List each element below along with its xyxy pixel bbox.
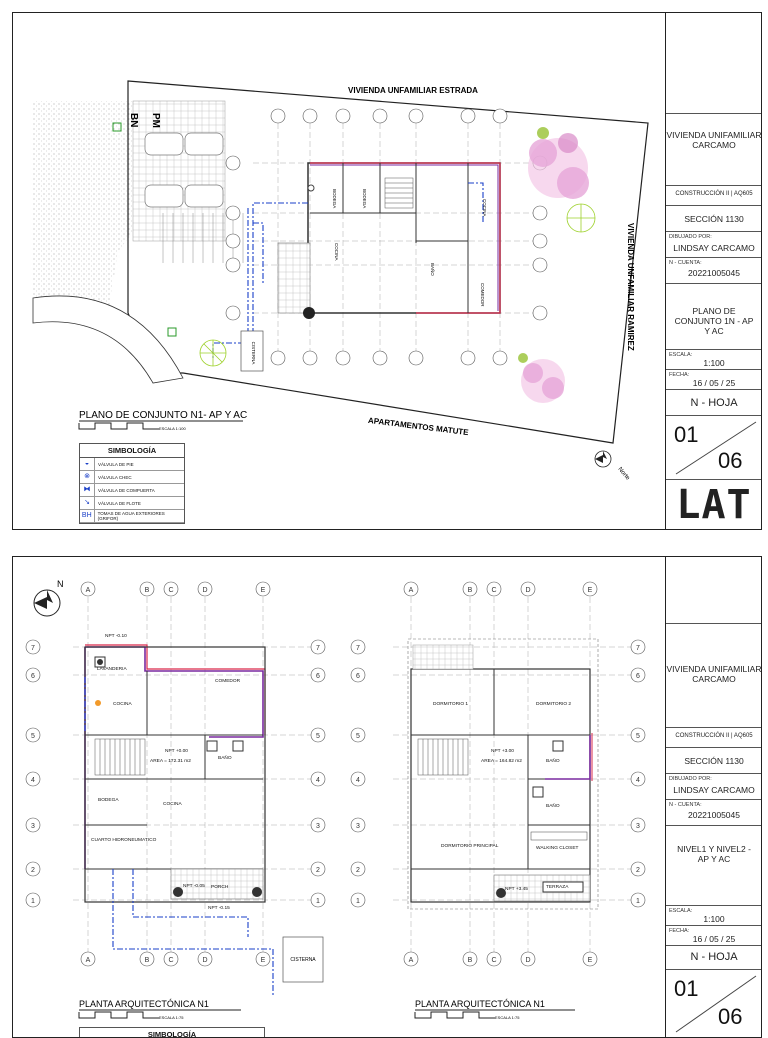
room-cuarto: CUARTO HIDRONEUMATICO [91, 838, 157, 843]
legend-symbol-icon: ↘ [80, 497, 95, 509]
svg-text:ESCALA 1:75: ESCALA 1:75 [159, 1015, 184, 1020]
svg-text:B: B [144, 587, 150, 594]
tree-pink-bottom [518, 353, 565, 403]
area-n2: AREA = 164.82 m2 [481, 759, 522, 764]
legend-symbol-icon: ⊗ [80, 471, 95, 483]
svg-text:D: D [202, 587, 208, 594]
date-value-2: 16 / 05 / 25 [692, 934, 736, 944]
legend-row [80, 497, 184, 510]
room-lavanderia: LAVANDERIA [97, 667, 127, 672]
svg-text:NPT +3.45: NPT +3.45 [505, 887, 528, 892]
room-dormitorio-principal: DORMITORIO PRINCIPAL [441, 844, 499, 849]
legend-label: VÁLVULA DE FLOTE [98, 500, 141, 506]
room-cocina: COCINA [334, 243, 339, 261]
svg-text:E: E [587, 957, 593, 964]
legend-row [80, 458, 184, 471]
sheet-label: N - HOJA [690, 397, 738, 409]
svg-text:3: 3 [31, 823, 35, 830]
parking-area [133, 101, 225, 241]
scale-value-2: 1:100 [703, 914, 725, 924]
north-arrow-icon [595, 451, 611, 467]
svg-text:5: 5 [636, 733, 640, 740]
bn-label: BN [128, 113, 139, 128]
sheet-conjunto [12, 12, 762, 530]
title-block-2: VIVIENDA UNIFAMILIAR CARCAMO CONSTRUCCIÓN II | AQ605 SECCIÓN 1130 DIBUJADO POR: LINDSAY CARCAMO N - CUENTA: 20221005045 NIVEL1 Y NIVEL2 - AP Y AC ESCALA: 1:100 FECHA: 16 / 05 / 25 N - HOJA 01 06 [665, 557, 762, 1037]
room-bano-2: BAÑO [546, 804, 560, 809]
svg-text:NPT +3.00: NPT +3.00 [491, 749, 514, 754]
svg-text:4: 4 [31, 777, 35, 784]
svg-text:CISTERNA: CISTERNA [290, 957, 316, 963]
svg-text:6: 6 [31, 673, 35, 680]
sheet-label-2: N - HOJA [690, 951, 738, 963]
legend-label: VÁLVULA DE PIE [98, 461, 134, 467]
tree-green-left [200, 340, 226, 366]
account-number-2: 20221005045 [687, 810, 740, 820]
svg-text:4: 4 [636, 777, 640, 784]
title-block: VIVIENDA UNIFAMILIAR CARCAMO CONSTRUCCIÓN II | AQ605 SECCIÓN 1130 DIBUJADO POR: LINDSAY CARCAMO N - CUENTA: 20221005045 PLANO DE CONJUNTO 1N - AP Y AC ESCALA: 1:100 FECHA: 16 / 05 / 25 N - HOJA 01 06 LAT [665, 13, 762, 529]
north-arrow-icon [34, 590, 60, 616]
svg-text:E: E [587, 587, 593, 594]
svg-text:A: A [408, 587, 414, 594]
legend-title: SIMBOLOGÍA [80, 444, 184, 458]
svg-text:A: A [408, 957, 414, 964]
svg-text:1: 1 [316, 898, 320, 905]
svg-text:NPT -0.05: NPT -0.05 [183, 884, 205, 889]
svg-text:6: 6 [356, 673, 360, 680]
svg-text:1: 1 [31, 898, 35, 905]
svg-text:E: E [260, 957, 266, 964]
room-bano: BAÑO [430, 263, 435, 276]
svg-text:3: 3 [316, 823, 320, 830]
svg-text:NPT +0.00: NPT +0.00 [165, 749, 188, 754]
project-name: VIVIENDA UNIFAMILIAR CARCAMO [666, 130, 762, 150]
legend-title-2: SIMBOLOGÍA [80, 1028, 264, 1038]
sheet-total: 06 [718, 448, 743, 473]
grid-labels-left [31, 587, 320, 964]
room-comedor: COMEDOR [215, 679, 241, 684]
svg-text:N: N [57, 579, 64, 589]
terrain-hatch [33, 101, 133, 313]
svg-text:7: 7 [31, 645, 35, 652]
svg-text:4: 4 [356, 777, 360, 784]
plant-icon [303, 307, 315, 319]
svg-text:Norte: Norte [616, 466, 631, 482]
room-terraza: TERRAZA [546, 885, 569, 890]
svg-text:3: 3 [356, 823, 360, 830]
plan-title: PLANO DE CONJUNTO N1- AP Y AC [79, 410, 248, 421]
svg-text:ESCALA 1:100: ESCALA 1:100 [159, 426, 186, 431]
scale-bar [79, 423, 159, 429]
svg-text:C: C [491, 957, 497, 964]
room-bodega: BODEGA [332, 189, 337, 209]
plan-name: PLANO DE CONJUNTO 1N - AP Y AC [674, 306, 754, 336]
room-cocina-2: COCINA [163, 802, 182, 807]
room-bano: BAÑO [218, 756, 232, 761]
drawn-by-2: LINDSAY CARCAMO [673, 785, 755, 795]
tree-pink-top [528, 127, 589, 199]
svg-text:1: 1 [636, 898, 640, 905]
room-bano-1: BAÑO [546, 759, 560, 764]
svg-text:B: B [144, 957, 150, 964]
svg-text:2: 2 [316, 867, 320, 874]
course-code: CONSTRUCCIÓN II | AQ605 [675, 191, 753, 197]
legend-symbol-icon: BH [80, 510, 95, 522]
plan2-title: PLANTA ARQUITECTÓNICA N1 [415, 999, 545, 1009]
legend-label: VÁLVULA CHEC [98, 474, 132, 480]
svg-text:2: 2 [31, 867, 35, 874]
legend-table-2 [79, 1027, 265, 1038]
svg-text:A: A [85, 587, 91, 594]
sheet-number: 01 [674, 422, 699, 447]
grid-bubbles-right [351, 582, 645, 966]
room-cocina: COCINA [113, 702, 132, 707]
drawn-by: LINDSAY CARCAMO [673, 243, 755, 253]
section-number: SECCIÓN 1130 [684, 214, 744, 224]
legend-label: TOMAS DE AGUA EXTERIORES (GRIFOR) [97, 511, 165, 521]
legend-symbol-icon: ◒ [80, 458, 95, 470]
course-code-2: CONSTRUCCIÓN II | AQ605 [675, 733, 753, 739]
svg-text:D: D [525, 957, 531, 964]
grid-bubbles-top [226, 109, 547, 365]
svg-text:C: C [168, 587, 174, 594]
svg-text:2: 2 [636, 867, 640, 874]
room-porch: PORCH [211, 885, 229, 890]
legend-row [80, 484, 184, 497]
grid-bubbles-left [26, 582, 325, 966]
sheet-number-2: 01 [674, 976, 699, 1001]
svg-text:D: D [202, 957, 208, 964]
area-n1: AREA = 172.31 m2 [150, 759, 191, 764]
svg-text:C: C [168, 957, 174, 964]
svg-text:1: 1 [356, 898, 360, 905]
room-bodega: BODEGA [98, 798, 119, 803]
svg-text:6: 6 [636, 673, 640, 680]
sheet-plantas [12, 556, 762, 1038]
svg-text:6: 6 [316, 673, 320, 680]
section-number-2: SECCIÓN 1130 [684, 756, 744, 766]
room-dormitorio-2: DORMITORIO 2 [536, 702, 572, 707]
water-line [85, 677, 273, 997]
sheet-total-2: 06 [718, 1004, 743, 1029]
svg-text:NPT -0.10: NPT -0.10 [105, 634, 127, 639]
scale-value: 1:100 [703, 358, 725, 368]
svg-text:7: 7 [356, 645, 360, 652]
svg-text:B: B [467, 957, 473, 964]
svg-text:4: 4 [316, 777, 320, 784]
room-comedor: COMEDOR [480, 283, 485, 307]
pm-label: PM [150, 113, 161, 128]
svg-text:A: A [85, 957, 91, 964]
svg-text:B: B [467, 587, 473, 594]
legend-symbol-icon: ⧓ [80, 484, 95, 496]
svg-text:NPT -0.15: NPT -0.15 [208, 906, 230, 911]
plan1-title: PLANTA ARQUITECTÓNICA N1 [79, 999, 209, 1009]
svg-text:3: 3 [636, 823, 640, 830]
svg-text:7: 7 [636, 645, 640, 652]
legend-row [80, 471, 184, 484]
floor-plans-drawing [13, 557, 665, 1037]
svg-text:7: 7 [316, 645, 320, 652]
svg-text:5: 5 [316, 733, 320, 740]
neighbor-right: VIVIENDA UNFAMILIAR RAMIREZ [626, 223, 635, 351]
legend-table [79, 443, 185, 524]
account-number: 20221005045 [687, 268, 740, 278]
scale-bar-1 [79, 1012, 159, 1018]
grid-labels-right [356, 587, 640, 964]
plan-name-2: NIVEL1 Y NIVEL2 - AP Y AC [677, 844, 751, 864]
svg-text:D: D [525, 587, 531, 594]
svg-text:COCINA: COCINA [482, 199, 487, 217]
svg-text:E: E [260, 587, 266, 594]
room-walking-closet: WALKING CLOSET [536, 846, 579, 851]
neighbor-top: VIVIENDA UNFAMILIAR ESTRADA [348, 86, 478, 95]
date-value: 16 / 05 / 25 [692, 378, 736, 388]
svg-text:BODEGA: BODEGA [362, 189, 367, 209]
legend-label: VÁLVULA DE COMPUERTA [98, 487, 155, 493]
sheet-code: LAT [676, 482, 752, 528]
svg-text:5: 5 [356, 733, 360, 740]
neighbor-bottom: APARTAMENTOS MATUTE [367, 415, 470, 438]
tree-green-right [567, 204, 595, 232]
svg-text:C: C [491, 587, 497, 594]
project-name-2: VIVIENDA UNIFAMILIAR CARCAMO [666, 664, 762, 684]
svg-text:CISTERNA: CISTERNA [251, 341, 256, 365]
svg-text:2: 2 [356, 867, 360, 874]
room-dormitorio-1: DORMITORIO 1 [433, 702, 469, 707]
svg-text:5: 5 [31, 733, 35, 740]
scale-bar-2 [415, 1012, 495, 1018]
svg-text:ESCALA 1:75: ESCALA 1:75 [495, 1015, 520, 1020]
legend-row [80, 510, 184, 523]
